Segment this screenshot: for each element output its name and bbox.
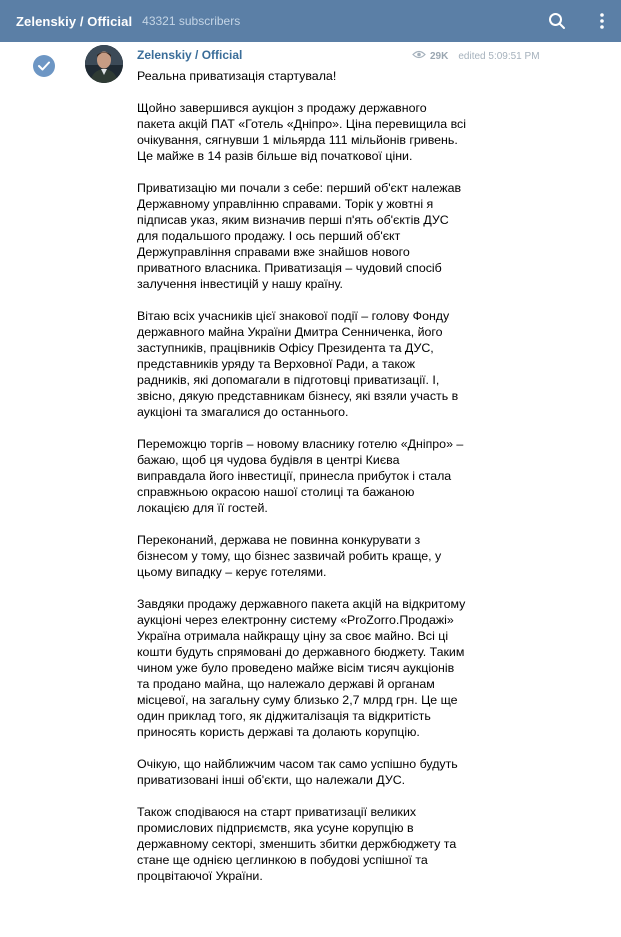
post-author[interactable]: Zelenskiy / Official xyxy=(137,48,243,62)
message-paragraph: Щойно завершився аукціон з продажу державного пакета акцій ПАТ «Готель «Дніпро». Ціна перевищила всі очікування, сягнувши 1 мільярда 111 мільйонів гривень. Це майже в 14 разів більше від початкової ціни. xyxy=(137,101,466,163)
message-paragraph: Реальна приватизація стартувала! xyxy=(137,69,337,83)
post-meta xyxy=(412,49,540,63)
message-paragraph: Вітаю всіх учасників цієї знакової події – голову Фонду державного майна України Дмитра Сенниченка, його заступників, працівників Офісу Президента та ДУС, представників уряду та Верховної Ради, а також радників, які допомагали в підготовці приватизації. І, звісно, дякую представникам бізнесу, які взяли участь в аукціоні та змагалися до останнього. xyxy=(137,309,459,419)
view-count: 29K xyxy=(430,50,449,62)
message-paragraph: Завдяки продажу державного пакета акцій на відкритому аукціоні через електронну систему «ProZorro.Продажі» Україна отримала найкращу ціну за своє майно. Всі ці кошти будуть спрямовані до державного бюджету. Таким чином уже було проведено майже вісім тисяч аукціонів та продано майна, що належало державі й органам місцевої, на загальну суму близько 2,7 млрд грн. Це ще один приклад того, як діджиталізація та відкритість приносять користь державі та долають корупцію. xyxy=(137,597,466,739)
message-paragraph: Очікую, що найближчим часом так само успішно будуть приватизовані інші об'єкти, що належали ДУС. xyxy=(137,757,458,787)
channel-header xyxy=(0,0,621,42)
edited-timestamp: edited 5:09:51 PM xyxy=(458,50,540,62)
search-icon[interactable] xyxy=(545,9,569,33)
channel-title[interactable]: Zelenskiy / Official xyxy=(16,13,133,29)
eye-icon xyxy=(412,50,426,62)
avatar[interactable] xyxy=(85,45,123,83)
check-circle-icon[interactable] xyxy=(33,55,55,77)
message-paragraph: Переконаний, держава не повинна конкурувати з бізнесом у тому, що бізнес зазвичай робить краще, у цьому випадку – керує готелями. xyxy=(137,533,442,579)
message-paragraph: Приватизацію ми почали з себе: перший об'єкт належав Державному управлінню справами. Торік у жовтні я підписав указ, яким визначив перші п'ять об'єктів ДУС для подальшого продажу. І ось перший об'єкт Держуправління справами вже знайшов нового приватного власника. Приватизація – чудовий спосіб залучення інвестицій у нашу країну. xyxy=(137,181,462,291)
message-paragraph: Також сподіваюся на старт приватизації великих промислових підприємств, яка усуне корупцію в державному секторі, зменшить збитки держбюджету та стане ще однією цеглинкою в побудові успішної та процвітаючої України. xyxy=(137,805,457,883)
message-text xyxy=(137,68,467,900)
message-paragraph: Переможцю торгів – новому власнику готелю «Дніпро» – бажаю, щоб ця чудова будівля в центрі Києва виправдала його інвестиції, принесла прибуток і стала справжньою окрасою нашої столиці та бажаною локацією для її гостей. xyxy=(137,437,464,515)
subscriber-count: 43321 subscribers xyxy=(142,14,241,28)
more-vert-icon[interactable] xyxy=(590,9,614,33)
